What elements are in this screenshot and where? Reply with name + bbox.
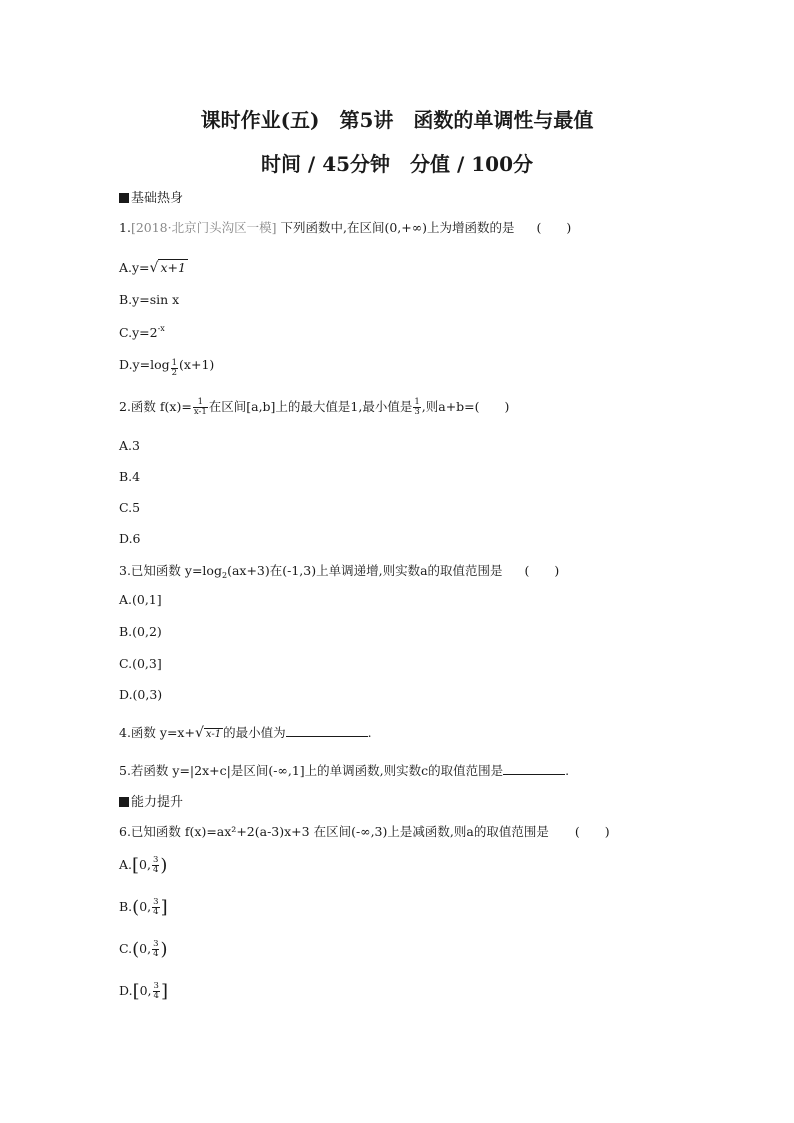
q1-text: 下列函数中,在区间(0,+∞)上为增函数的是	[280, 220, 515, 235]
question-1-stem	[119, 218, 571, 236]
q3-text-1: 3.已知函数 y=log	[119, 563, 222, 578]
question-6-stem	[119, 822, 610, 840]
q4-text-2: 的最小值为	[223, 725, 286, 740]
q5-end: .	[565, 763, 570, 778]
square-bullet-icon	[119, 797, 129, 807]
section-basic-label: 基础热身	[131, 191, 184, 206]
question-5	[119, 761, 569, 779]
q1-option-d-label: D.y=log	[119, 357, 170, 372]
page-title: 课时作业(五) 第5讲 函数的单调性与最值	[200, 108, 594, 132]
square-bullet-icon	[119, 193, 129, 203]
q1-option-a-radicand: x+1	[160, 260, 186, 275]
q5-text: 5.若函数 y=|2x+c|是区间(-∞,1]上的单调函数,则实数c的取值范围是	[119, 763, 504, 778]
section-advanced	[119, 791, 183, 810]
q1-answer-paren: ( )	[536, 220, 572, 235]
q4-radicand: x-1	[205, 729, 222, 740]
section-advanced-label: 能力提升	[131, 795, 184, 810]
sqrt-icon: √	[194, 725, 204, 741]
q3-option-d: D.(0,3)	[119, 687, 163, 702]
q6-option-d: D.[0, $\frac{3}{4}$ ]	[119, 981, 168, 1002]
page-subtitle: 时间 / 45分钟 分值 / 100分	[260, 152, 534, 176]
question-3-stem	[119, 561, 559, 580]
q1-number: 1.	[119, 220, 131, 235]
q2-option-c: C.5	[119, 500, 141, 515]
sqrt-icon: √	[149, 260, 159, 276]
q6-answer-paren: ( )	[574, 824, 610, 839]
question-2-stem	[119, 397, 509, 417]
q4-text-1: 4.函数 y=x+	[119, 725, 195, 740]
q1-option-a-label: A.y=	[119, 260, 150, 275]
q1-option-c-exponent: -x	[157, 324, 165, 333]
q3-text-2: (ax+3)在(-1,3)上单调递增,则实数a的取值范围是	[227, 563, 503, 578]
q3-option-b: B.(0,2)	[119, 624, 162, 639]
q1-option-c	[119, 324, 165, 340]
q3-log-base: 2	[221, 571, 228, 580]
q1-option-d-arg: (x+1)	[179, 357, 215, 372]
q1-source: [2018·北京门头沟区一模]	[130, 220, 277, 235]
q6-option-b: B.(0, $\frac{3}{4}$ ]	[119, 897, 168, 918]
q2-text-1: 2.函数 f(x)=	[119, 399, 192, 414]
section-basic	[119, 187, 183, 206]
q6-text: 6.已知函数 f(x)=ax²+2(a-3)x+3 在区间(-∞,3)上是减函数,则a的取值范围是	[119, 824, 549, 839]
q6-option-a: A.[0, $\frac{3}{4}$ )	[119, 855, 168, 876]
question-4	[119, 723, 372, 741]
q1-option-a	[119, 259, 188, 276]
q2-option-b: B.4	[119, 469, 141, 484]
q3-option-a: A.(0,1]	[119, 592, 162, 607]
q2-text-3: ,则a+b=	[421, 399, 475, 414]
q1-option-b: B.y=sin x	[119, 292, 180, 307]
q4-end: .	[367, 725, 372, 740]
q4-answer-blank[interactable]	[286, 724, 368, 737]
q1-option-c-label: C.y=2	[119, 325, 158, 340]
q2-text-2: 在区间[a,b]上的最大值是1,最小值是	[208, 399, 413, 414]
q1-option-d	[119, 357, 214, 378]
q2-option-a: A.3	[119, 438, 140, 453]
q3-option-c: C.(0,3]	[119, 656, 162, 671]
q3-answer-paren: ( )	[524, 563, 560, 578]
q5-answer-blank[interactable]	[503, 762, 565, 775]
q6-option-c: C.(0, $\frac{3}{4}$ )	[119, 939, 168, 960]
q2-fraction-min: $\frac{1}{3}$	[414, 397, 420, 417]
q2-option-d: D.6	[119, 531, 141, 546]
q2-fraction-f: $\frac{1}{x-1}$	[193, 397, 207, 417]
q2-answer-paren: ( )	[474, 399, 510, 414]
q1-log-base: $\frac{1}{2}$	[171, 358, 178, 378]
